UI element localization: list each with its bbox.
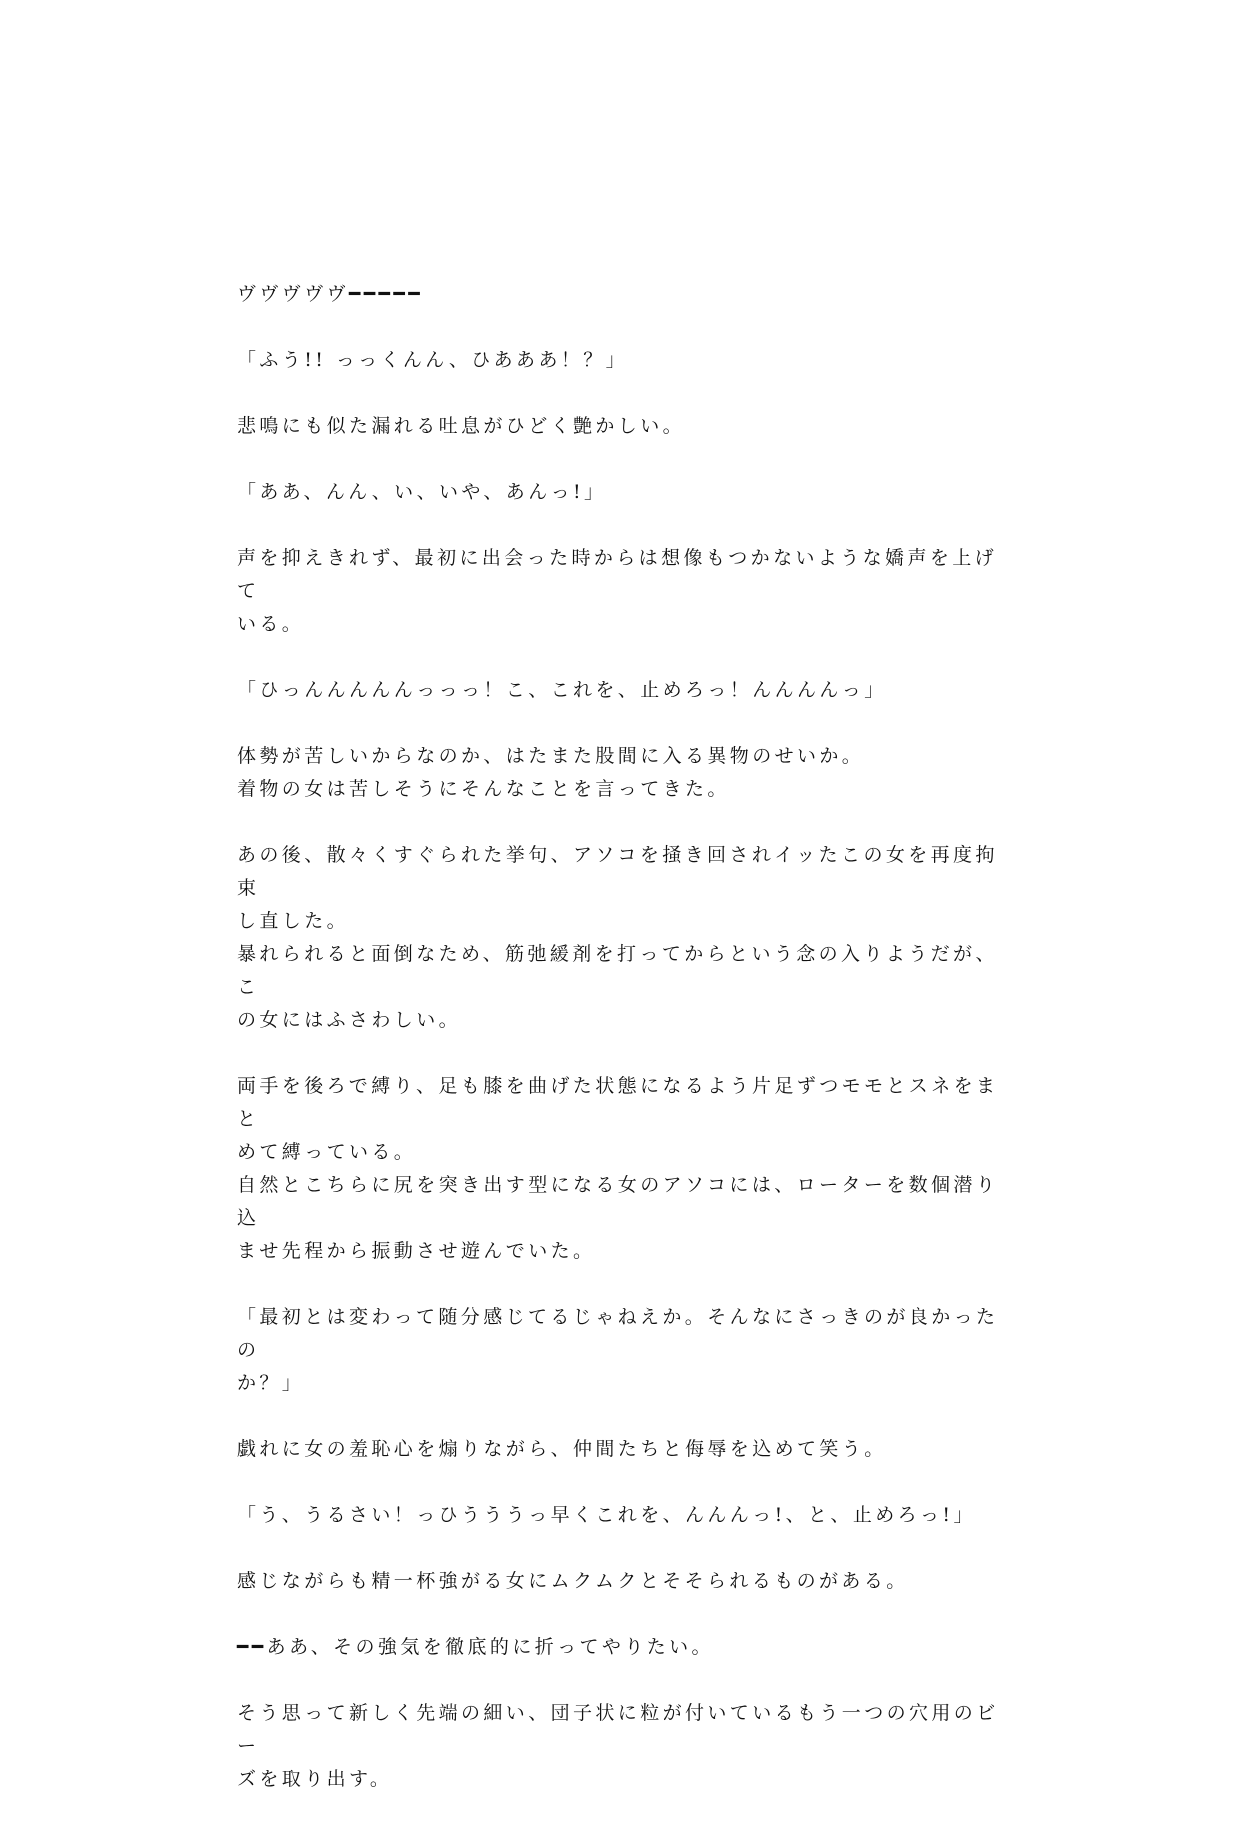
paragraph bbox=[237, 344, 1017, 377]
text-line: ズを取り出す。 bbox=[237, 1768, 393, 1790]
text-line: 自然とこちらに尻を突き出す型になる女のアソコには、ローターを数個潜り込 bbox=[237, 1174, 999, 1229]
paragraph bbox=[237, 1631, 1017, 1664]
text-line: ヴヴヴヴヴ━━━━━ bbox=[237, 283, 424, 305]
text-line: 着物の女は苦しそうにそんなことを言ってきた。 bbox=[237, 778, 730, 800]
text-line: あの後、散々くすぐられた挙句、アソコを掻き回されイッたこの女を再度拘束 bbox=[237, 844, 998, 899]
paragraph bbox=[237, 410, 1017, 443]
paragraph bbox=[237, 278, 1017, 311]
paragraph bbox=[237, 1697, 1017, 1796]
text-line: 「う、うるさい！っひうううっ早くこれを、んんんっ!、と、止めろっ!」 bbox=[237, 1504, 976, 1526]
paragraph bbox=[237, 1565, 1017, 1598]
text-line: 戯れに女の羞恥心を煽りながら、仲間たちと侮辱を込めて笑う。 bbox=[237, 1438, 887, 1460]
text-line: 「ああ、んん、い、いや、あんっ!」 bbox=[237, 481, 607, 503]
text-line: 声を抑えきれず、最初に出会った時からは想像もつかないような嬌声を上げて bbox=[237, 547, 998, 602]
paragraph bbox=[237, 1301, 1017, 1400]
text-line: ませ先程から振動させ遊んでいた。 bbox=[237, 1240, 596, 1262]
text-line: 体勢が苦しいからなのか、はたまた股間に入る異物のせいか。 bbox=[237, 745, 865, 767]
text-line: 感じながらも精一杯強がる女にムクムクとそそられるものがある。 bbox=[237, 1570, 909, 1592]
text-line: か？」 bbox=[237, 1372, 305, 1394]
text-line: し直した。 bbox=[237, 910, 350, 932]
paragraph bbox=[237, 476, 1017, 509]
text-line: 「ひっんんんんんっっっ！こ、これを、止めろっ！んんんんっ」 bbox=[237, 679, 887, 701]
text-line: そう思って新しく先端の細い、団子状に粒が付いているもう一つの穴用のビー bbox=[237, 1702, 999, 1757]
paragraph bbox=[237, 1433, 1017, 1466]
text-line: 暴れられると面倒なため、筋弛緩剤を打ってからという念の入りようだが、こ bbox=[237, 943, 998, 998]
paragraph bbox=[237, 1499, 1017, 1532]
text-line: 「ふう!! っっくんん、ひあああ！？」 bbox=[237, 349, 629, 371]
paragraph bbox=[237, 740, 1017, 806]
text-line: ━━ああ、その強気を徹底的に折ってやりたい。 bbox=[237, 1636, 714, 1658]
text-line: 悲鳴にも似た漏れる吐息がひどく艶かしい。 bbox=[237, 415, 686, 437]
text-line: めて縛っている。 bbox=[237, 1141, 417, 1163]
text-line: 両手を後ろで縛り、足も膝を曲げた状態になるよう片足ずつモモとスネをまと bbox=[237, 1075, 999, 1130]
paragraph bbox=[237, 1070, 1017, 1268]
body-text bbox=[237, 278, 1017, 1829]
text-line: いる。 bbox=[237, 613, 305, 635]
paragraph bbox=[237, 839, 1017, 1037]
paragraph bbox=[237, 542, 1017, 641]
text-line: の女にはふさわしい。 bbox=[237, 1009, 462, 1031]
paragraph bbox=[237, 674, 1017, 707]
text-line: 「最初とは変わって随分感じてるじゃねえか。そんなにさっきのが良かったの bbox=[237, 1306, 999, 1361]
